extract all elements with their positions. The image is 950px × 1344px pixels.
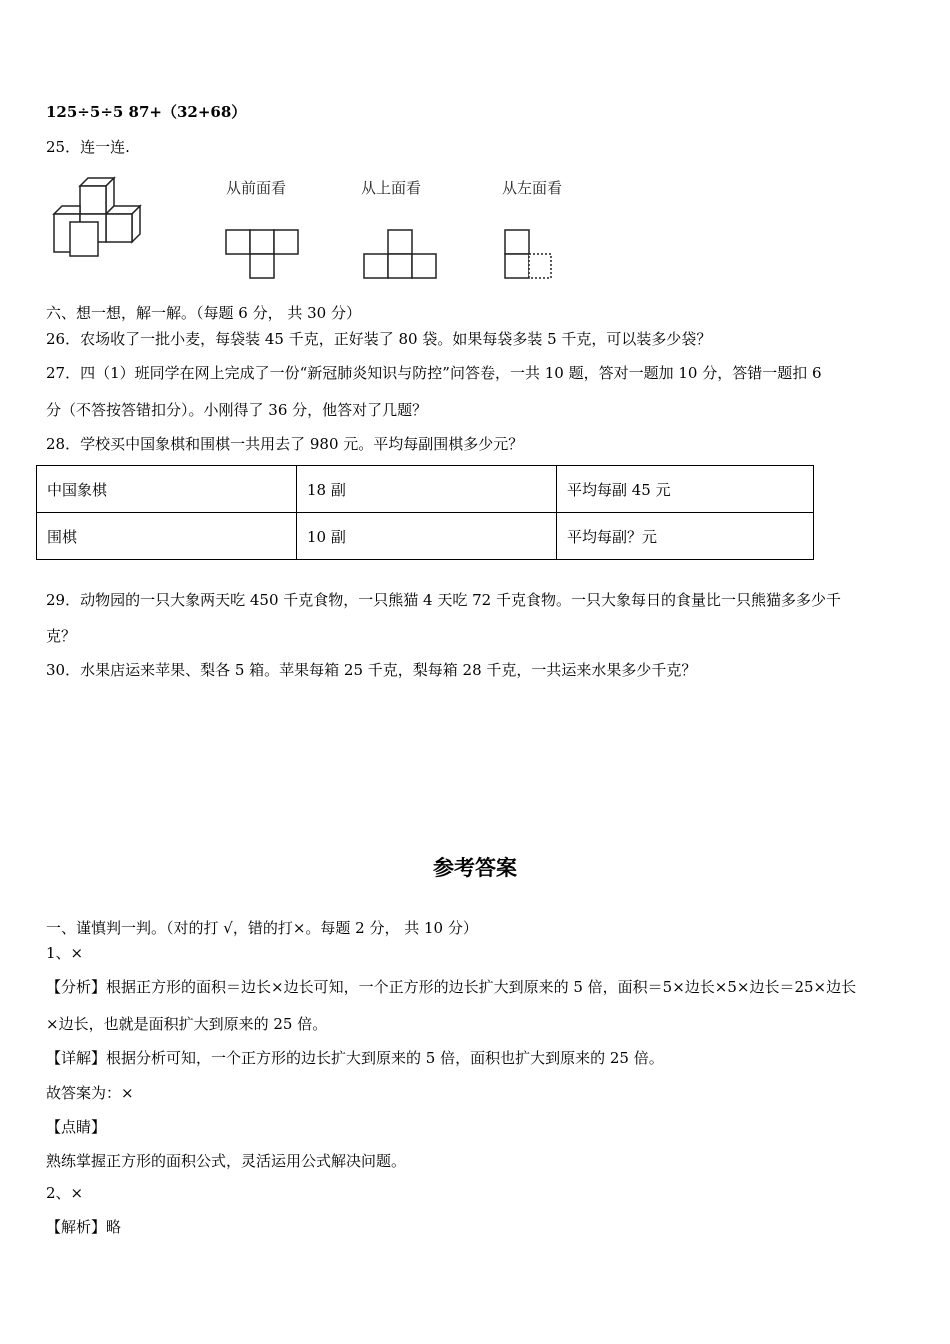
question-28-table — [36, 465, 814, 560]
front-view-figure — [224, 228, 302, 280]
table-cell: 平均每副 45 元 — [557, 466, 814, 513]
section-6-heading: 六、想一想，解一解。（每题 6 分， 共 30 分） — [46, 304, 361, 322]
answer-1-analysis-line2: ×边长，也就是面积扩大到原来的 25 倍。 — [46, 1015, 328, 1033]
answer-1-detail: 【详解】根据分析可知，一个正方形的边长扩大到原来的 5 倍，面积也扩大到原来的 25 倍。 — [46, 1049, 664, 1067]
table-row — [37, 513, 814, 560]
label-front-view: 从前面看 — [226, 179, 287, 197]
table-cell: 围棋 — [37, 513, 297, 560]
label-left-view: 从左面看 — [502, 179, 563, 197]
top-view-figure — [362, 228, 440, 280]
answer-1-analysis-line1: 【分析】根据正方形的面积＝边长×边长可知，一个正方形的边长扩大到原来的 5 倍，面积＝5×边长×5×边长＝25×边长 — [46, 978, 857, 996]
table-cell: 中国象棋 — [37, 466, 297, 513]
answer-1-tip-heading: 【点睛】 — [46, 1118, 107, 1136]
answer-1: 1、× — [46, 944, 84, 962]
question-25: 25．连一连. — [46, 138, 130, 156]
left-view-figure — [503, 228, 555, 280]
table-cell: 18 副 — [297, 466, 557, 513]
answers-section-1-heading: 一、谨慎判一判。（对的打 √，错的打×。每题 2 分， 共 10 分） — [46, 919, 478, 937]
table-cell: 平均每副？元 — [557, 513, 814, 560]
label-top-view: 从上面看 — [361, 179, 422, 197]
question-28: 28．学校买中国象棋和围棋一共用去了 980 元。平均每副围棋多少元？ — [46, 435, 524, 453]
answer-2: 2、× — [46, 1184, 84, 1202]
answers-title: 参考答案 — [433, 855, 517, 880]
answer-1-conclusion: 故答案为：× — [46, 1084, 134, 1102]
question-29-line1: 29．动物园的一只大象两天吃 450 千克食物，一只熊猫 4 天吃 72 千克食物。一只大象每日的食量比一只熊猫多多少千 — [46, 591, 841, 609]
answer-1-tip: 熟练掌握正方形的面积公式，灵活运用公式解决问题。 — [46, 1152, 407, 1170]
question-30: 30．水果店运来苹果、梨各 5 箱。苹果每箱 25 千克，梨每箱 28 千克，一共运来水果多少千克？ — [46, 661, 697, 679]
table-cell: 10 副 — [297, 513, 557, 560]
answer-2-analysis: 【解析】略 — [46, 1218, 122, 1236]
question-27-line2: 分（不答按答错扣分）。小刚得了 36 分，他答对了几题？ — [46, 401, 428, 419]
question-27-line1: 27．四（1）班同学在网上完成了一份“新冠肺炎知识与防控”问答卷，一共 10 题，答对一题加 10 分，答错一题扣 6 — [46, 364, 822, 382]
expression-line: 125÷5÷5 87+（32+68） — [46, 103, 247, 121]
question-26: 26．农场收了一批小麦，每袋装 45 千克，正好装了 80 袋。如果每袋多装 5 千克，可以装多少袋？ — [46, 330, 712, 348]
cube-stack-figure — [50, 176, 170, 262]
question-29-line2: 克？ — [46, 627, 77, 645]
table-row — [37, 466, 814, 513]
